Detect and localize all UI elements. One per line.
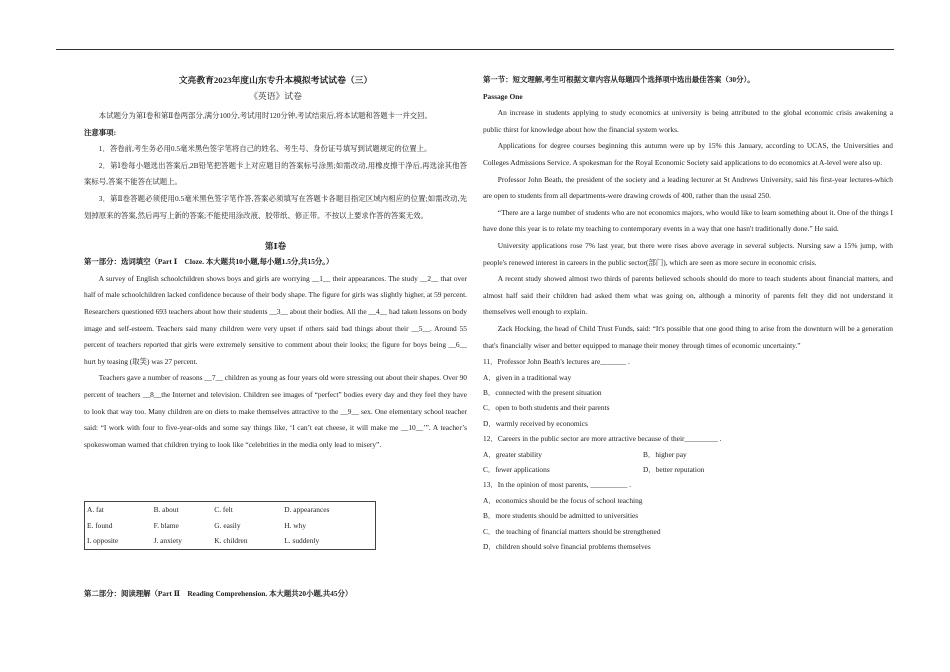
- passage-paragraph-2: Applications for degree courses beginning this autumn were up by 15% this January, according to UCAS, the Universities and Colleges Admissions Service. A spokesman for the Royal Economic Society said applications to do economics at A-level were also up.: [483, 141, 893, 167]
- question-11-stem: 11．Professor John Beath's lectures are_______ .: [483, 357, 630, 367]
- option-cell: L. suddenly: [284, 536, 320, 546]
- question-12-option-c: C．fewer applications: [483, 464, 550, 474]
- question-12-stem: 12．Careers in the public sector are more attractive because of their_________ .: [483, 434, 722, 444]
- table-row: [85, 518, 376, 534]
- question-11-option-b: B．connected with the present situation: [483, 387, 602, 397]
- passage-title: Passage One: [483, 91, 523, 101]
- question-13-option-d: D．children should solve financial problems themselves: [483, 541, 651, 551]
- question-12-options-row-2: [483, 462, 893, 477]
- question-13-option-a: A．economics should be the focus of school teaching: [483, 495, 643, 505]
- part2-heading: 第二部分：阅读理解（Part Ⅱ Reading Comprehension. 本大题共20小题,共45分）: [84, 589, 353, 598]
- notice-heading: 注意事项:: [84, 127, 117, 137]
- question-11-option-a: A．given in a traditional way: [483, 372, 572, 382]
- table-row: [85, 533, 376, 549]
- question-13-option-c: C．the teaching of financial matters should be strengthened: [483, 526, 661, 536]
- notice-1: 1．答卷前,考生务必用0.5毫米黑色签字笔将自己的姓名、考生号、身份证号填写到试题规定的位置上。: [98, 144, 432, 154]
- option-cell: H. why: [284, 520, 307, 530]
- exam-title: 文亮教育2023年度山东专升本模拟考试试卷（三）: [178, 75, 373, 85]
- cloze-paragraph-2: Teachers gave a number of reasons __7__ children as young as four years old were stressing out about their shapes. Over 90 percent of teachers __8__the Internet and television. Children see images of “perfect” bodies every day and they feel they have to look that way too. Many children are on diets to make themselves attractive to the __9__ sex. One elementary school teacher said: “I work with four to five-year-olds and some say things like, ‘I can’t eat cheese, it will make me __10__’”. A teacher’s spokeswoman warned that children trying to look like “celebrities in the media only lead to misery”.: [84, 373, 467, 449]
- part2-section: [84, 586, 467, 603]
- question-12-options-row-1: [483, 447, 893, 462]
- question-11-option-d: D．warmly received by economics: [483, 418, 588, 428]
- option-cell: A. fat: [87, 505, 104, 514]
- passage-paragraph-1: An increase in students applying to study economics at university is being attributed to the global economic crisis awakening a public thirst for knowledge about how the financial system works.: [483, 108, 893, 134]
- option-cell: I. opposite: [87, 536, 119, 546]
- header-rule: [56, 49, 894, 50]
- volume-title: 第Ⅰ卷: [264, 241, 287, 252]
- exam-intro: 本试题分为第Ⅰ卷和第Ⅱ卷两部分,满分100分,考试用时120分钟,考试结束后,将本试题和答题卡一并交回。: [98, 111, 432, 120]
- passage-paragraph-4: “There are a large number of students who are not economics majors, who would like to learn something about it. One of the things I have done this year is to relate my teaching to contemporary events in a way that one hasn't traditionally done.” He said.: [483, 207, 893, 234]
- right-column: [483, 72, 893, 554]
- left-column: [84, 72, 467, 453]
- cloze-paragraph-1: A survey of English schoolchildren shows boys and girls are worrying __1__ their appearances. The study __2__ that over half of male schoolchildren lacked confidence because of their body shape. The figure for girls was slightly higher, at 59 percent. Researchers questioned 693 teachers about how their students __3__ about their bodies. All the __4__ had taken lessons on body image and self-esteem. Teachers said many children were very upset if others said bad things about their __5__. Around 55 percent of teachers reported that girls were extremely sensitive to comment about their looks; the figure for boys being __6__ hurt by teasing (取笑) was 27 percent.: [84, 273, 467, 366]
- question-12-option-d: D．better reputation: [643, 464, 705, 474]
- question-12-option-b: B．higher pay: [643, 449, 687, 459]
- option-cell: D. appearances: [284, 505, 330, 514]
- passage-paragraph-7: Zack Hocking, the head of Child Trust Funds, said: “It's possible that one good thing to arise from the downturn will be a generation that's financially wiser and better equipped to manage their money through times of economic uncertainty.”: [483, 323, 893, 350]
- option-cell: J. anxiety: [153, 536, 182, 546]
- notice-2: 2．第Ⅰ卷每小题选出答案后,2B铅笔把答题卡上对应题目的答案标号涂黑;如需改动,用橡皮擦干净后,再选涂其他答案标号,答案不能答在试题上。: [84, 160, 467, 187]
- notice-3: 3．第Ⅱ卷答题必须使用0.5毫米黑色签字笔作答,答案必须填写在答题卡各题目指定区域内相应的位置;如需改动,先划掉原来的答案,然后再写上新的答案;不能使用涂改液、胶带纸、修正带。不按以上要求作答的答案无效。: [84, 193, 467, 220]
- passage-paragraph-6: A recent study showed almost two thirds of parents believed schools should do more to teach students about financial matters, and almost half said their children had asked them what was going on, although a minority of parents felt they did not understand it themselves well enough to explain.: [483, 274, 893, 317]
- option-cell: G. easily: [214, 520, 241, 530]
- part1-heading: 第一部分：选词填空（Part Ⅰ Cloze. 本大题共10小题,每小题1.5分,共15分。）: [84, 257, 334, 267]
- option-cell: K. children: [214, 536, 248, 546]
- question-13-stem: 13．In the opinion of most parents, __________ .: [483, 480, 632, 490]
- passage-paragraph-3: Professor John Beath, the president of the society and a leading lecturer at St Andrews University, said his first-year lectures-which are open to students from all departments-were drawing crowds of 400, rather than the usual 250.: [483, 174, 893, 201]
- table-row: [85, 502, 376, 518]
- question-12-option-a: A．greater stability: [483, 449, 542, 459]
- exam-subtitle: 《英语》试卷: [249, 91, 302, 101]
- passage-paragraph-5: University applications rose 7% last year, but there were rises above average in several subjects. Nursing saw a 15% jump, with people's renewed interest in careers in the public sector(部门), which are seen as more secure in economic crisis.: [483, 240, 893, 267]
- option-cell: B. about: [153, 505, 179, 514]
- question-13-option-b: B．more students should be admitted to universities: [483, 511, 639, 521]
- option-cell: F. blame: [153, 520, 179, 530]
- option-cell: C. felt: [214, 505, 233, 514]
- option-cell: E. found: [87, 520, 113, 530]
- question-11-option-c: C．open to both students and their parents: [483, 403, 610, 413]
- section1-heading: 第一节：短文理解,考生可根据文章内容从每题四个选择项中选出最佳答案（30分）。: [483, 75, 755, 84]
- cloze-options-table: [84, 501, 376, 550]
